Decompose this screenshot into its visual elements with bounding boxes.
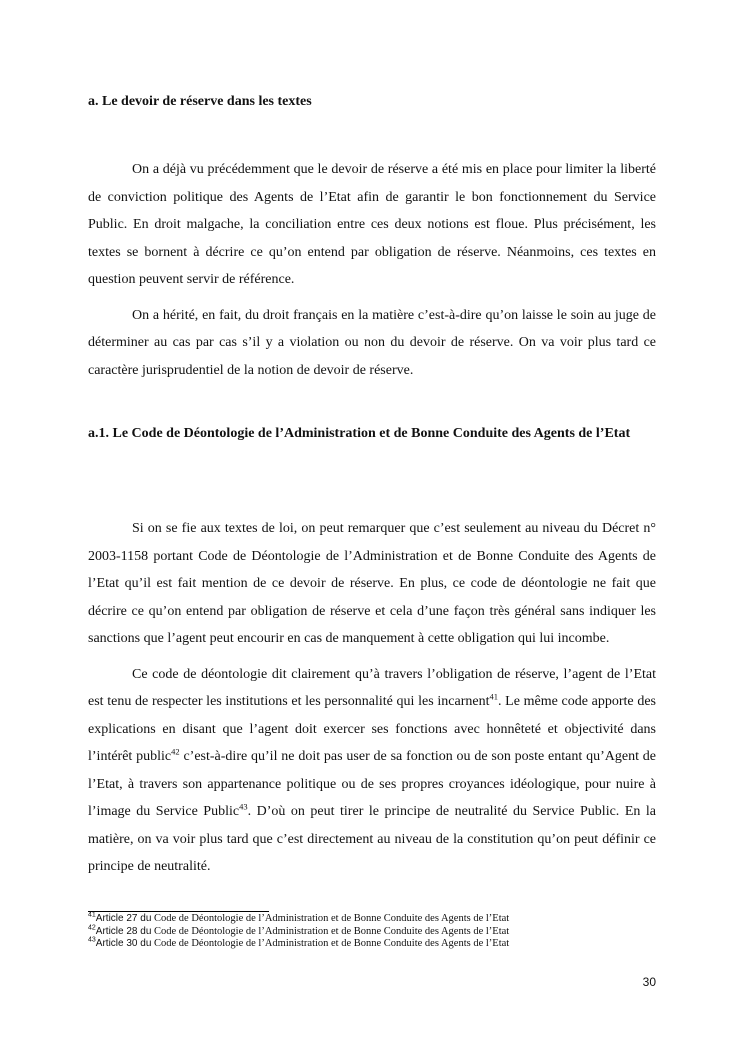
text-run: Ce code de déontologie dit clairement qu’à travers l’obligation de réserve, l’agent de l’Etat est tenu de respecter les institutions et les personnalité qui les incarnent <box>88 666 656 709</box>
text-run: . D’où on peut tirer le principe de neutralité du Service Public. En la matière, on va voir plus tard que c’est directement au niveau de la constitution qu’on peut définir ce principe de neutralité. <box>88 804 656 874</box>
footnote <box>88 926 688 939</box>
text-run: . Le même code apporte des explications en disant que l’agent doit exercer ses fonctions avec honnêteté et objectivité dans l’intérêt public <box>88 694 657 764</box>
footnote-number: 42 <box>88 924 96 932</box>
footnote-separator <box>88 911 269 912</box>
page-number: 30 <box>642 975 656 989</box>
footnotes <box>88 913 688 951</box>
footnote-text: Code de Déontologie de l’Administration et de Bonne Conduite des Agents de l’Etat <box>151 913 510 924</box>
section-heading-a: a. Le devoir de réserve dans les textes <box>88 94 312 109</box>
section-heading-a1: a.1. Le Code de Déontologie de l’Administration et de Bonne Conduite des Agents de l’Etat <box>88 426 631 441</box>
section-a1-body <box>88 515 656 881</box>
footnote-lead: Article 28 du <box>95 925 152 937</box>
footnote-ref: 41 <box>489 691 498 702</box>
footnote-ref: 42 <box>171 746 180 757</box>
footnote <box>88 913 688 926</box>
footnote-text: Code de Déontologie de l’Administration et de Bonne Conduite des Agents de l’Etat <box>151 925 510 937</box>
footnote-lead: Article 30 du <box>95 938 152 950</box>
paragraph: Si on se fie aux textes de loi, on peut remarquer que c’est seulement au niveau du Décret n° 2003-1158 portant Code de Déontologie de l’Administration et de Bonne Conduite des Agents de l’Etat qu’il est fait mention de ce devoir de réserve. En plus, ce code de déontologie ne fait que décrire ce qu’on entend par obligation de réserve et cela d’une façon très général sans indiquer les sanctions que l’agent peut encourir en cas de manquement à cette obligation qui lui incombe. <box>88 521 656 646</box>
paragraph: On a hérité, en fait, du droit français en la matière c’est-à-dire qu’on laisse le soin au juge de déterminer au cas par cas s’il y a violation ou non du devoir de réserve. On va voir plus tard ce caractère jurisprudentiel de la notion de devoir de réserve. <box>88 307 656 378</box>
footnote-number: 41 <box>88 911 96 919</box>
paragraph: On a déjà vu précédemment que le devoir de réserve a été mis en place pour limiter la liberté de conviction politique des Agents de l’Etat afin de garantir le bon fonctionnement du Service Public. En droit malgache, la conciliation entre ces deux notions est floue. Plus précisément, les textes se bornent à décrire ce qu’on entend par obligation de réserve. Néanmoins, ces textes en question peuvent servir de référence. <box>88 162 656 287</box>
footnote <box>88 938 688 951</box>
section-a-body <box>88 156 656 384</box>
footnote-ref: 43 <box>239 801 248 812</box>
footnote-lead: Article 27 du <box>95 913 152 924</box>
footnote-text: Code de Déontologie de l’Administration et de Bonne Conduite des Agents de l’Etat <box>151 938 510 950</box>
text-run: c’est-à-dire qu’il ne doit pas user de sa fonction ou de son poste entant qu’Agent de l’Etat, à travers son appartenance politique ou de ses propres croyances idéologique, pour nuire à l’image du Service Public <box>88 749 656 819</box>
paragraph-with-footnotes <box>88 661 656 881</box>
footnote-number: 43 <box>88 936 96 944</box>
